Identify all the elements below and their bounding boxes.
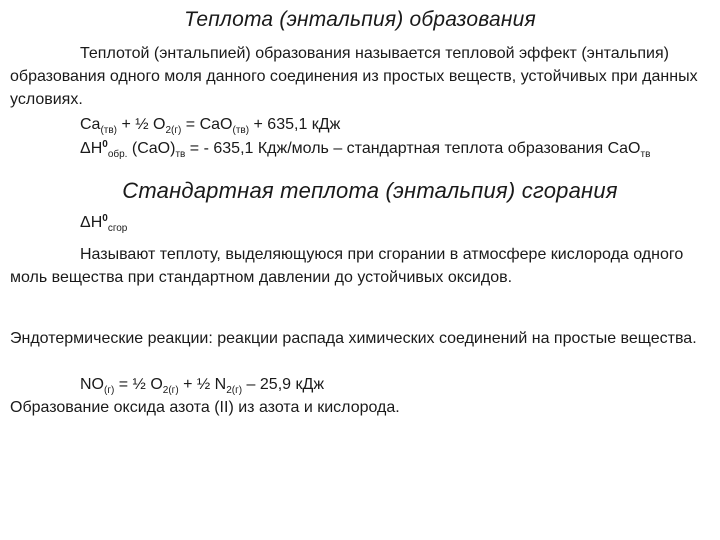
nitrogen-oxide-line: Образование оксида азота (II) из азота и кислорода. (10, 399, 400, 416)
eq3-sub-c: 2(г) (226, 385, 243, 396)
definition-paragraph (10, 42, 710, 111)
eq2-sup: 0 (102, 139, 108, 150)
eq2-delta: ΔH (80, 140, 103, 157)
combustion-text: Называют теплоту, выделяющуюся при сгорании в атмосфере кислорода одного моль вещества при стандартном давлении до устойчивых оксидов. (10, 246, 684, 286)
equation-standard-enthalpy (80, 139, 650, 159)
eq1-sub-b: 2(г) (165, 125, 182, 136)
eq1-sub-a: (тв) (100, 125, 118, 136)
eq1-part-a: Ca (80, 116, 101, 133)
combustion-paragraph (10, 243, 710, 289)
eq2-rest2: = - 635,1 Кдж/моль – стандартная теплота образования CaO (185, 140, 641, 157)
section-title-combustion: Стандартная теплота (энтальпия) сгорания (122, 178, 618, 203)
eq3-part-d: – 25,9 кДж (242, 376, 325, 393)
definition-text: Теплотой (энтальпией) образования называется тепловой эффект (энтальпия) образования одного моля данного соединения из простых веществ, устойчивых при данных условиях. (10, 45, 698, 108)
eq1-part-d: + 635,1 кДж (249, 116, 341, 133)
eq3-sub-a: (г) (104, 385, 115, 396)
eq2-sub: обр. (107, 149, 128, 160)
combustion-delta: ΔH (80, 214, 103, 231)
eq2-rest1-sub: тв (175, 149, 186, 160)
eq3-part-b: = ½ O (114, 376, 163, 393)
eq3-part-c: + ½ N (178, 376, 227, 393)
combustion-sup: 0 (102, 213, 108, 224)
eq1-part-c: = CaO (181, 116, 233, 133)
combustion-sub: сгор (107, 223, 128, 234)
equation-no (80, 375, 324, 395)
eq2-rest2-sub: тв (640, 149, 651, 160)
combustion-symbol (80, 213, 127, 233)
eq3-sub-b: 2(г) (162, 385, 179, 396)
eq3-part-a: NO (80, 376, 104, 393)
eq1-part-b: + ½ O (117, 116, 166, 133)
slide-title: Теплота (энтальпия) образования (184, 8, 536, 31)
equation-formation (80, 115, 340, 135)
eq2-rest1: (CaO) (127, 140, 176, 157)
eq1-sub-c: (тв) (232, 125, 250, 136)
endothermic-paragraph: Эндотермические реакции: реакции распада химических соединений на простые вещества. (10, 330, 697, 347)
